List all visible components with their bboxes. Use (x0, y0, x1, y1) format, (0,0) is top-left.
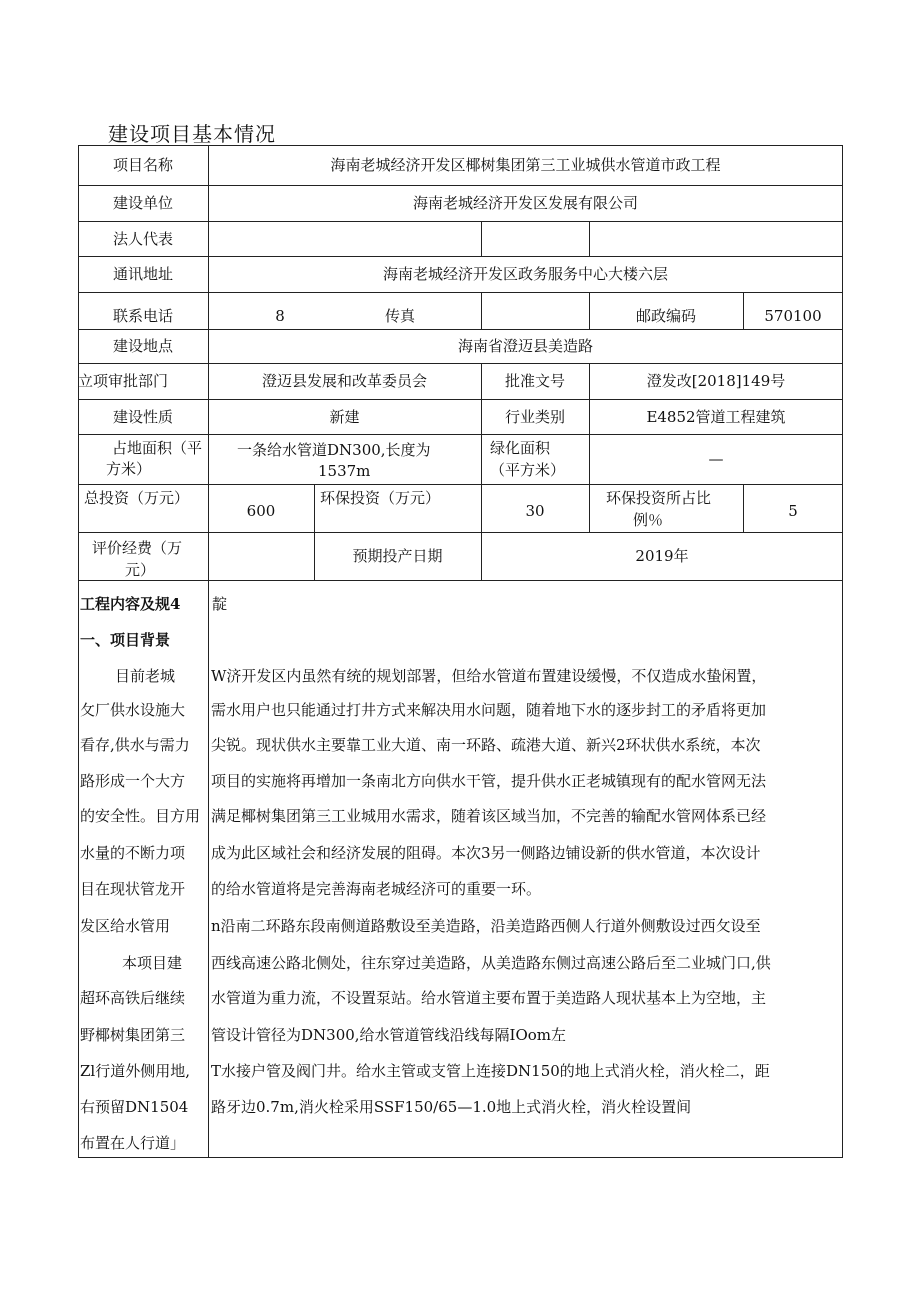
site-value: 海南省澄迈县美造路 (457, 337, 593, 355)
left-line: 的安全性。目方用 (80, 807, 201, 825)
left-line: 目前老城 (115, 667, 176, 685)
project-name-value: 海南老城经济开发区椰树集团第三工业城供水管道市政工程 (330, 156, 721, 174)
postcode-label: 邮政编码 (635, 306, 696, 325)
row-divider (78, 484, 843, 485)
row-divider (78, 580, 843, 581)
left-line: 发区给水管用 (80, 917, 171, 935)
nature-value: 新建 (329, 407, 360, 426)
right-line: 水管道为重力流，不设置泵站。给水管道主要布置于美造路人现状基本上为空地，主 (211, 989, 767, 1007)
approval-dept-label: 立项审批部门 (78, 372, 169, 390)
legal-rep-label: 法人代表 (112, 229, 173, 248)
right-line: 需水用户也只能通过打井方式来解决用水问题，随着地下水的逐步封工的矛盾将更加 (211, 701, 767, 719)
eval-fee-label: 评价经费（万 (92, 539, 183, 557)
left-line: 攵厂供水设施大 (80, 701, 186, 719)
fax-label: 传真 (384, 306, 415, 325)
right-line: W济开发区内虽然有统的规划部署，但给水管道布置建设缓慢，不仅造成水蛰闲置， (211, 667, 767, 685)
eval-fee-label-line2: 元） (125, 561, 156, 579)
right-line: 的给水管道将是完善海南老城经济可的重要一环。 (211, 880, 542, 898)
builder-label: 建设单位 (112, 194, 173, 212)
builder-value: 海南老城经济开发区发展有限公司 (412, 194, 638, 212)
env-invest-label: 环保投资（万元） (320, 489, 441, 507)
phone-value: 8 (275, 306, 285, 325)
area-value: 一条给水管道DN300,长度为 (237, 441, 431, 459)
col-divider (589, 221, 590, 256)
right-line: n沿南二环路东段南侧道路敷设至美造路，沿美造路西侧人行道外侧敷设过西攵设至 (211, 917, 761, 935)
left-line: 路形成一个大方 (80, 772, 186, 790)
env-ratio-label: 环保投资所占比 (606, 489, 712, 507)
green-area-label: 绿化面积 (490, 439, 551, 457)
right-line: 满足椰树集团第三工业城用水需求，随着该区域当加，不完善的输配水管网体系已经 (211, 807, 767, 825)
green-area-label-line2: （平方米） (490, 461, 566, 479)
industry-value: E4852管道工程建筑 (646, 407, 786, 426)
industry-label: 行业类别 (504, 407, 565, 426)
postcode-value: 570100 (764, 306, 822, 325)
approval-doc-value: 澄发改[2018]149号 (646, 372, 786, 390)
left-line: 野椰树集团第三 (80, 1026, 186, 1044)
project-name-label: 项目名称 (112, 156, 173, 174)
address-value: 海南老城经济开发区政务服务中心大楼六层 (382, 265, 668, 283)
address-label: 通讯地址 (112, 265, 173, 283)
right-line: 西线高速公路北侧处，往东穿过美造路，从美造路东侧过高速公路后至二业城门口,供 (211, 954, 771, 972)
env-ratio-label-line2: 例％ (633, 511, 664, 529)
phone-label: 联系电话 (112, 306, 173, 325)
area-label: 占地面积（平 (112, 439, 203, 457)
left-line: 目在现状管龙开 (80, 880, 186, 898)
right-line: 尖锐。现状供水主要靠工业大道、南一环路、疏港大道、新兴2环状供水系统，本次 (211, 736, 761, 754)
env-ratio-value: 5 (788, 502, 798, 520)
investment-value: 600 (246, 502, 276, 520)
right-line: 路牙边0.7m,消火栓采用SSF150/65—1.0地上式消火栓，消火栓设置间 (211, 1098, 692, 1116)
left-line: Zl行道外侧用地, (80, 1062, 190, 1080)
col-divider (208, 145, 209, 1158)
nature-label: 建设性质 (112, 407, 173, 426)
left-line: 右预留DN1504 (80, 1098, 189, 1116)
start-date-label: 预期投产日期 (352, 547, 443, 565)
investment-label: 总投资（万元） (84, 489, 190, 507)
section-title: 工程内容及规4 (80, 595, 181, 613)
right-line: 管设计管径为DN300,给水管道管线沿线每隔IOom左 (211, 1026, 567, 1044)
page-title: 建设项目基本情况 (108, 122, 276, 146)
left-line: 本项目建 (122, 954, 183, 972)
col-divider (481, 292, 482, 329)
row-divider (78, 292, 843, 293)
col-divider (589, 484, 590, 532)
right-line: 项目的实施将再增加一条南北方向供水干管，提升供水正老城镇现有的配水管网无法 (211, 772, 767, 790)
right-line: T水接户管及阀门井。给水主管或支管上连接DN150的地上式消火栓，消火栓二，距 (211, 1062, 770, 1080)
section-title-tail: 靛 (212, 595, 228, 613)
col-divider (481, 221, 482, 256)
area-value-line2: 1537m (318, 462, 371, 480)
left-line: 看存,供水与需力 (80, 736, 190, 754)
start-date-value: 2019年 (635, 547, 689, 565)
green-area-value: — (708, 450, 724, 468)
env-invest-value: 30 (525, 502, 545, 520)
left-line: 布置在人行道」 (80, 1134, 186, 1152)
site-label: 建设地点 (112, 337, 173, 355)
left-line: 水量的不断力项 (80, 844, 186, 862)
area-label-line2: 方米） (106, 460, 152, 478)
right-line: 成为此区域社会和经济发展的阻碍。本次3另一侧路边铺设新的供水管道，本次设计 (211, 844, 761, 862)
approval-dept-value: 澄迈县发展和改革委员会 (261, 372, 427, 390)
section-heading: 一、项目背景 (80, 631, 171, 649)
approval-doc-label: 批准文号 (504, 372, 565, 390)
left-line: 超环高铁后继续 (80, 989, 186, 1007)
